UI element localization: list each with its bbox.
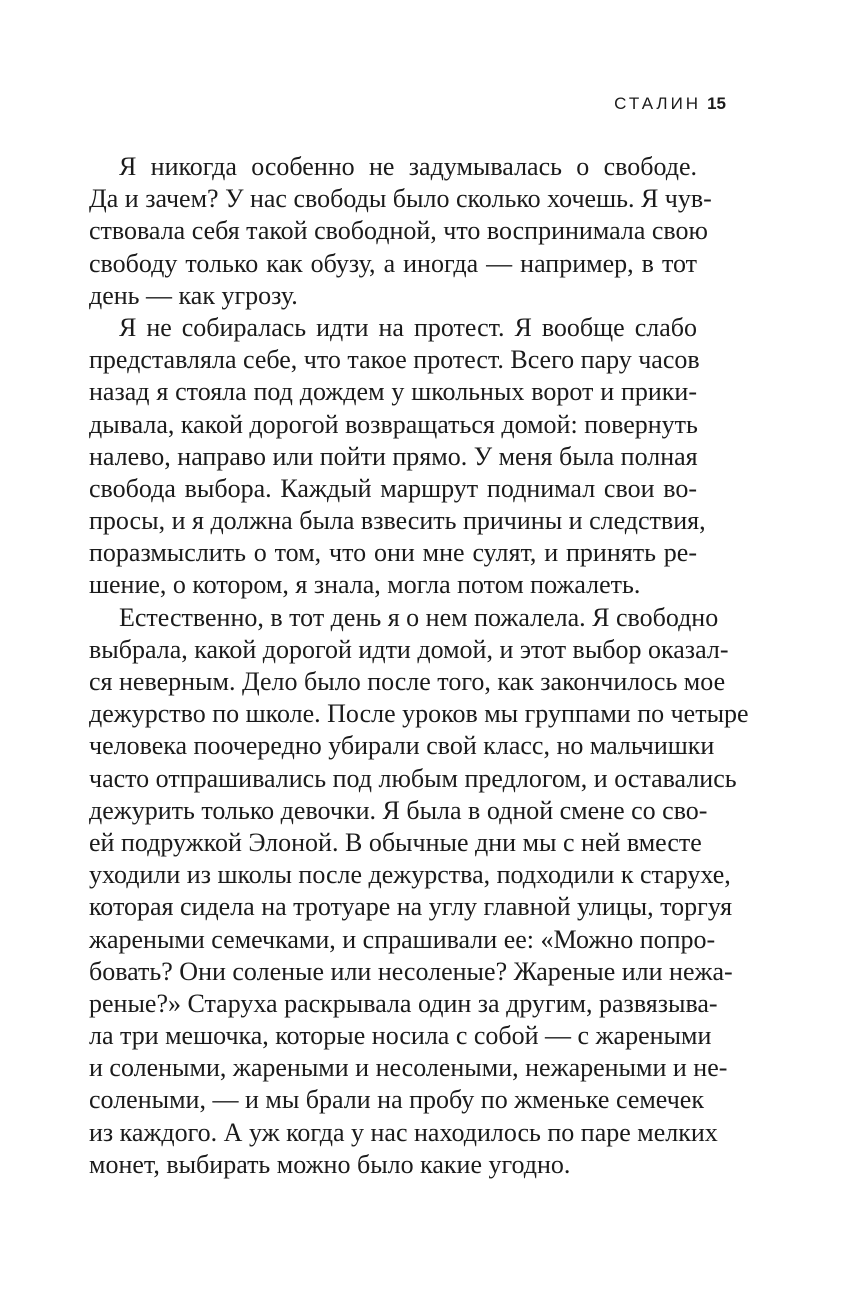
running-head bbox=[614, 94, 726, 114]
text-line: ствовала себя такой свободной, что воспринимала свою bbox=[89, 216, 708, 246]
paragraph-1 bbox=[89, 151, 712, 312]
text-line: свободу только как обузу, а иногда — например, в тот bbox=[89, 248, 697, 278]
text-line: ей подружкой Элоной. В обычные дни мы с ней вместе bbox=[89, 827, 702, 857]
text-line: дывала, какой дорогой возвращаться домой: повернуть bbox=[89, 409, 698, 439]
text-line: поразмыслить о том, что они мне сулят, и принять ре- bbox=[89, 538, 697, 568]
paragraph-2 bbox=[89, 312, 706, 602]
text-line: назад я стояла под дождем у школьных ворот и прики- bbox=[89, 377, 697, 407]
body-text bbox=[89, 151, 749, 1181]
text-line: Да и зачем? У нас свободы было сколько хочешь. Я чув- bbox=[89, 184, 712, 214]
text-line: ся неверным. Дело было после того, как закончилось мое bbox=[89, 667, 726, 696]
text-line: представляла себе, что такое протест. Всего пару часов bbox=[89, 345, 700, 375]
text-line: дежурить только девочки. Я была в одной смене со сво- bbox=[89, 795, 708, 825]
chapter-title: СТАЛИН bbox=[614, 94, 702, 113]
text-line: Я не собиралась идти на протест. Я вообще слабо bbox=[119, 312, 697, 342]
text-line: ла три мешочка, которые носила с собой — с жареными bbox=[89, 1021, 712, 1051]
text-line: которая сидела на тротуаре на углу главной улицы, торгуя bbox=[89, 892, 733, 922]
paragraph-3 bbox=[89, 602, 749, 1181]
text-line: шение, о котором, я знала, могла потом пожалеть. bbox=[89, 570, 641, 600]
text-line: солеными, — и мы брали на пробу по жменьке семечек bbox=[89, 1085, 704, 1115]
text-line: жареными семечками, и спрашивали ее: «Можно попро- bbox=[89, 924, 716, 954]
text-line: Я никогда особенно не задумывалась о свободе. bbox=[119, 152, 697, 181]
text-line: человека поочередно убирали свой класс, но мальчишки bbox=[89, 731, 715, 761]
text-line: просы, и я должна была взвесить причины и следствия, bbox=[89, 506, 706, 536]
text-line: день — как угрозу. bbox=[89, 280, 298, 310]
text-line: налево, направо или пойти прямо. У меня была полная bbox=[89, 441, 698, 471]
text-line: выбрала, какой дорогой идти домой, и этот выбор оказал- bbox=[89, 634, 729, 664]
text-line: из каждого. А уж когда у нас находилось по паре мелких bbox=[89, 1117, 718, 1147]
text-line: уходили из школы после дежурства, подходили к старухе, bbox=[89, 860, 731, 890]
text-line: дежурство по школе. После уроков мы группами по четыре bbox=[89, 699, 749, 729]
text-line: бовать? Они соленые или несоленые? Жареные или нежа- bbox=[89, 956, 733, 986]
text-line: Естественно, в тот день я о нем пожалела. Я свободно bbox=[119, 602, 719, 632]
text-line: реные?» Старуха раскрывала один за другим, развязыва- bbox=[89, 988, 718, 1018]
text-line: и солеными, жареными и несолеными, нежареными и не- bbox=[89, 1053, 728, 1083]
text-line: часто отпрашивались под любым предлогом, и оставались bbox=[89, 763, 737, 793]
page-number: 15 bbox=[707, 94, 726, 113]
text-line: монет, выбирать можно было какие угодно. bbox=[89, 1149, 571, 1179]
text-line: свобода выбора. Каждый маршрут поднимал свои во- bbox=[89, 473, 697, 503]
